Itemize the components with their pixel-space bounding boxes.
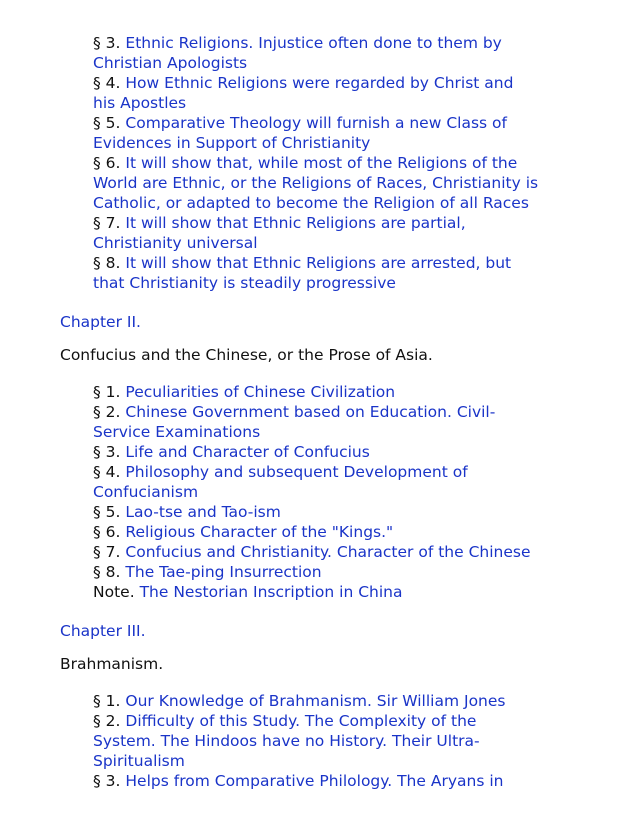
section-link[interactable]: How Ethnic Religions were regarded by Christ and: [125, 74, 514, 92]
section-link[interactable]: Confucius and Christianity.: [125, 543, 332, 561]
toc-entry-continuation: [93, 273, 593, 293]
toc-entry-continuation: [93, 173, 593, 193]
chapter-2-title: Confucius and the Chinese, or the Prose of Asia.: [60, 346, 433, 364]
toc-entry-continuation: [93, 731, 593, 751]
note-label: Note.: [93, 583, 135, 601]
toc-entry: [93, 691, 593, 711]
section-link[interactable]: Religious Character of the "Kings.": [125, 523, 394, 541]
note-link[interactable]: The Nestorian Inscription in China: [139, 583, 403, 601]
toc-entry: [93, 502, 593, 522]
chapter-3-title: Brahmanism.: [60, 655, 164, 673]
section-link[interactable]: Christianity universal: [93, 234, 258, 252]
chapter-2-sections: [93, 382, 593, 602]
section-link-secondary[interactable]: Character of the Chinese: [336, 543, 531, 561]
toc-entry: [93, 213, 593, 233]
section-number: § 4.: [93, 463, 121, 481]
toc-entry: [93, 113, 593, 133]
section-number: § 4.: [93, 74, 121, 92]
section-link[interactable]: Helps from Comparative Philology. The Aryans in: [125, 772, 504, 790]
section-link[interactable]: his Apostles: [93, 94, 187, 112]
section-link[interactable]: It will show that, while most of the Religions of the: [125, 154, 518, 172]
toc-entry: [93, 542, 593, 562]
toc-entry: [93, 771, 593, 791]
toc-entry-continuation: [93, 482, 593, 502]
section-link[interactable]: Chinese Government based on Education. Civil-: [125, 403, 496, 421]
toc-entry: [93, 711, 593, 731]
toc-entry-continuation: [93, 53, 593, 73]
chapter-3-link[interactable]: Chapter III.: [60, 622, 146, 640]
section-number: § 6.: [93, 523, 121, 541]
toc-entry: [93, 153, 593, 173]
section-number: § 5.: [93, 503, 121, 521]
section-link[interactable]: Service Examinations: [93, 423, 261, 441]
section-link[interactable]: Philosophy and subsequent Development of: [125, 463, 468, 481]
section-link[interactable]: that Christianity is steadily progressive: [93, 274, 396, 292]
section-link[interactable]: Confucianism: [93, 483, 199, 501]
toc-entry-continuation: [93, 133, 593, 153]
section-link[interactable]: Catholic, or adapted to become the Religion of all Races: [93, 194, 529, 212]
section-number: § 2.: [93, 712, 121, 730]
section-link[interactable]: Christian Apologists: [93, 54, 248, 72]
section-number: § 3.: [93, 772, 121, 790]
toc-entry: [93, 442, 593, 462]
section-number: § 8.: [93, 563, 121, 581]
toc-entry: [93, 253, 593, 273]
toc-entry: [93, 462, 593, 482]
toc-entry-continuation: [93, 93, 593, 113]
toc-entry: [93, 582, 593, 602]
section-number: § 1.: [93, 692, 121, 710]
section-link[interactable]: Lao-tse and Tao-ism: [125, 503, 281, 521]
section-link[interactable]: It will show that Ethnic Religions are arrested, but: [125, 254, 512, 272]
section-link[interactable]: Spiritualism: [93, 752, 185, 770]
toc-entry: [93, 522, 593, 542]
section-link[interactable]: System. The Hindoos have no History. Their Ultra-: [93, 732, 480, 750]
section-number: § 6.: [93, 154, 121, 172]
section-number: § 5.: [93, 114, 121, 132]
section-number: § 7.: [93, 543, 121, 561]
section-link[interactable]: Our Knowledge of Brahmanism. Sir William Jones: [125, 692, 506, 710]
chapter-1-sections: [93, 33, 593, 293]
section-link[interactable]: Life and Character of Confucius: [125, 443, 370, 461]
section-link[interactable]: It will show that Ethnic Religions are partial,: [125, 214, 466, 232]
toc-entry: [93, 562, 593, 582]
toc-entry: [93, 73, 593, 93]
toc-entry: [93, 402, 593, 422]
section-link[interactable]: World are Ethnic, or the Religions of Races, Christianity is: [93, 174, 539, 192]
section-link[interactable]: Comparative Theology will furnish a new Class of: [125, 114, 507, 132]
section-link[interactable]: Peculiarities of Chinese Civilization: [125, 383, 396, 401]
section-number: § 3.: [93, 443, 121, 461]
toc-entry-continuation: [93, 233, 593, 253]
section-link[interactable]: Ethnic Religions. Injustice often done to them by: [125, 34, 502, 52]
toc-entry: [93, 33, 593, 53]
toc-entry: [93, 382, 593, 402]
chapter-3-sections: [93, 691, 593, 791]
section-number: § 2.: [93, 403, 121, 421]
toc-entry-continuation: [93, 751, 593, 771]
section-number: § 1.: [93, 383, 121, 401]
section-number: § 8.: [93, 254, 121, 272]
section-link[interactable]: Difficulty of this Study. The Complexity of the: [125, 712, 477, 730]
toc-entry-continuation: [93, 193, 593, 213]
section-number: § 7.: [93, 214, 121, 232]
section-link[interactable]: Evidences in Support of Christianity: [93, 134, 371, 152]
section-link[interactable]: The Tae-ping Insurrection: [125, 563, 322, 581]
section-number: § 3.: [93, 34, 121, 52]
toc-entry-continuation: [93, 422, 593, 442]
chapter-2-link[interactable]: Chapter II.: [60, 313, 141, 331]
